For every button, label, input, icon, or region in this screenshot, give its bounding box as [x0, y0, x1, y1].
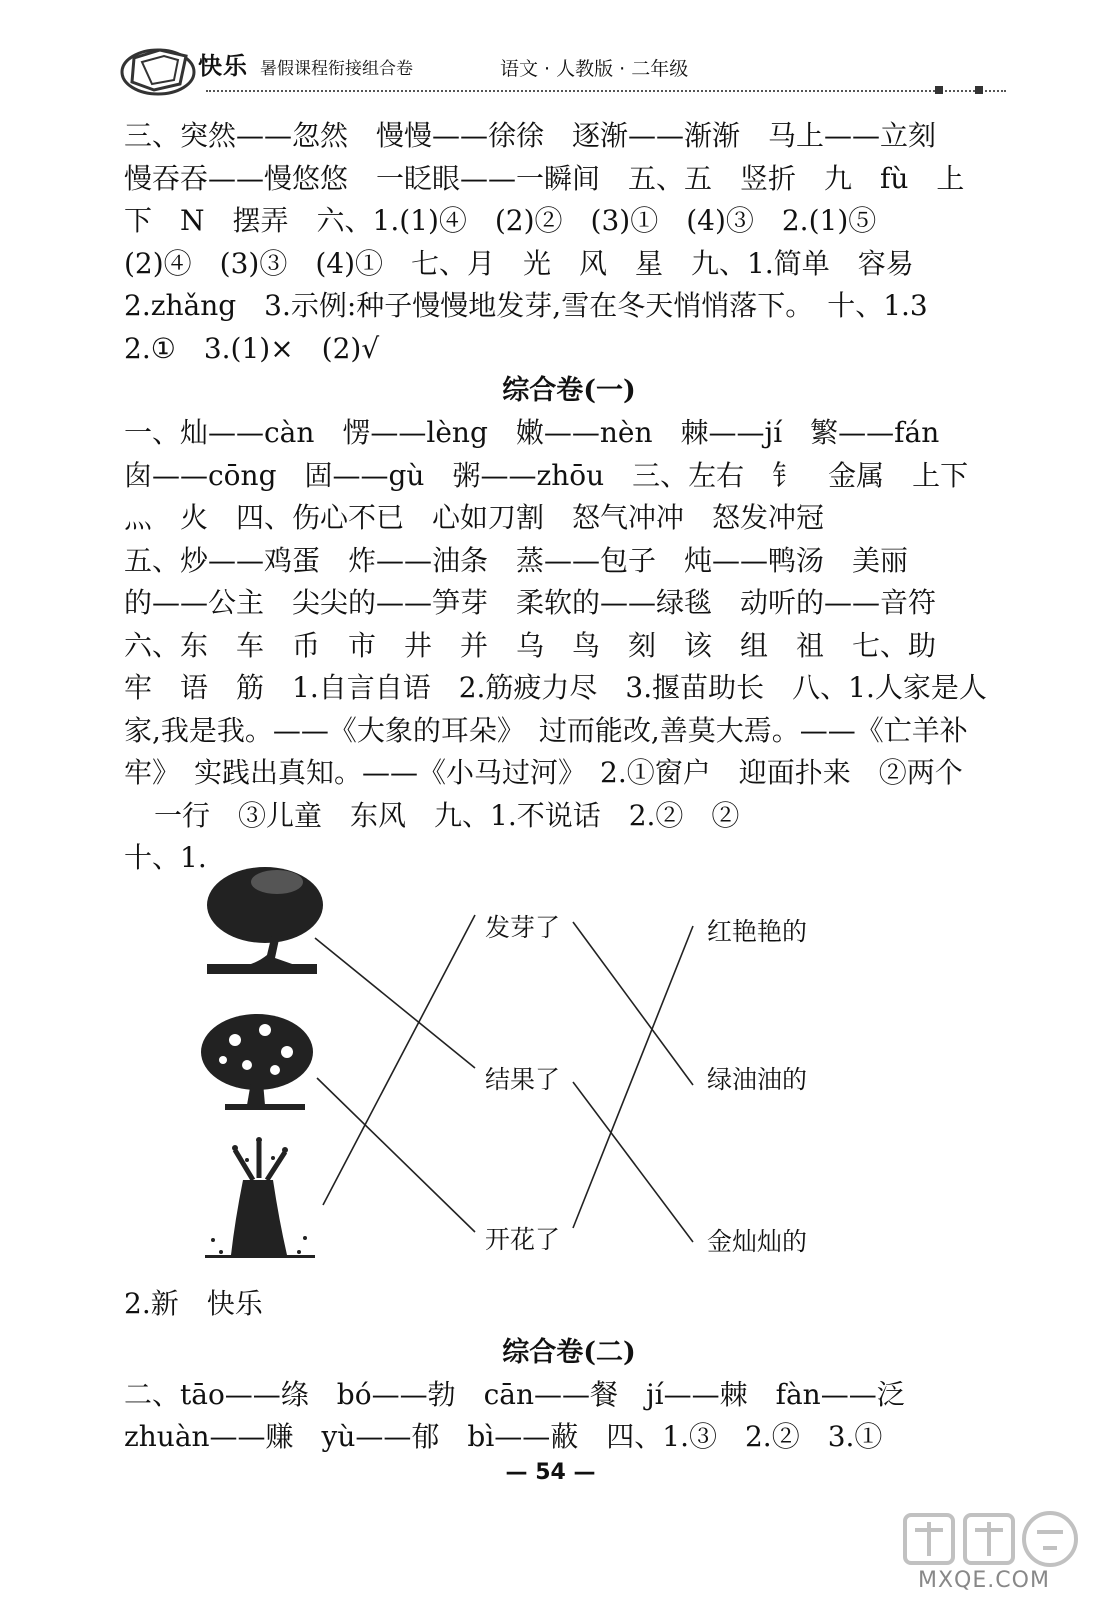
answer-line: 三、突然——忽然 慢慢——徐徐 逐渐——渐渐 马上——立刻 [124, 119, 937, 152]
header-divider [206, 90, 1006, 92]
match-line [573, 922, 693, 1085]
answer-line: 2.zhǎng 3.示例:种子慢慢地发芽,雪在冬天悄悄落下。 十、1.3 [124, 289, 928, 322]
tree-icon [207, 867, 323, 974]
header-square [975, 86, 983, 94]
answer-line: 2.① 3.(1)× (2)√ [124, 331, 380, 365]
answer-line: 牢》 实践出真知。——《小马过河》 2.①窗户 迎面扑来 ②两个 [124, 756, 963, 789]
watermark-site: MXQE.COM [918, 1568, 1050, 1593]
answer-line: 五、炒——鸡蛋 炸——油条 蒸——包子 炖——鸭汤 美丽 [124, 543, 909, 577]
matching-diagram [195, 860, 835, 1280]
page-header [120, 40, 1000, 100]
answer-line: 的——公主 尖尖的——笋芽 柔软的——绿毯 动听的——音符 [124, 586, 937, 619]
match-middle-item: 发芽了 [485, 913, 561, 942]
answer-line: 二、tāo——绦 bó——勃 cān——餐 jí——棘 fàn——泛 [124, 1377, 905, 1411]
answer-line: 一、灿——càn 愣——lèng 嫩——nèn 棘——jí 繁——fán [124, 416, 940, 449]
match-right-item: 红艳艳的 [707, 917, 808, 946]
answer-line: 十、1. [124, 841, 207, 874]
answer-line: 六、东 车 币 市 井 并 乌 鸟 刻 该 组 祖 七、助 [124, 628, 937, 662]
answer-line: 囱——cōng 固——gù 粥——zhōu 三、左右 钅 金属 上下 [124, 458, 969, 492]
match-middle-item: 开花了 [485, 1225, 561, 1254]
answer-line: 家,我是我。——《大象的耳朵》 过而能改,善莫大焉。——《亡羊补 [124, 713, 968, 747]
answer-line: 牢 语 筋 1.自言自语 2.筋疲力尽 3.揠苗助长 八、1.人家是人 [124, 671, 987, 704]
header-square [935, 86, 943, 94]
answer-line: 一行 ③儿童 东风 九、1.不说话 2.② ② [154, 798, 740, 832]
answer-line: 灬 火 四、伤心不已 心如刀割 怒气冲冲 怒发冲冠 [124, 501, 825, 534]
section-title: 综合卷(一) [502, 375, 636, 406]
book-logo-icon [120, 40, 200, 98]
match-right-item: 金灿灿的 [707, 1227, 808, 1256]
bare-tree-icon [205, 1137, 315, 1258]
answer-line: (2)④ (3)③ (4)① 七、月 光 风 星 九、1.简单 容易 [124, 246, 914, 280]
answer-line: zhuàn——赚 yù——郁 bì——蔽 四、1.③ 2.② 3.① [124, 1420, 883, 1453]
match-line [573, 926, 693, 1228]
series-name: 暑假课程衔接组合卷 [260, 59, 413, 79]
subject-info: 语文 · 人教版 · 二年级 [500, 58, 689, 80]
section-title: 综合卷(二) [502, 1336, 636, 1368]
answer-line: 下 N 摆弄 六、1.(1)④ (2)② (3)① (4)③ 2.(1)⑤ [124, 204, 877, 237]
match-middle-item: 结果了 [485, 1065, 561, 1094]
brand-name: 快乐 [198, 52, 248, 80]
section-two [124, 1283, 1014, 1459]
match-line [573, 1082, 693, 1242]
match-line [323, 915, 475, 1205]
match-right-item: 绿油油的 [707, 1065, 808, 1094]
match-line [315, 938, 475, 1068]
match-line [317, 1078, 475, 1232]
page-number: — 54 — [505, 1460, 596, 1485]
answer-line: 2.新 快乐 [124, 1287, 263, 1320]
answer-line: 慢吞吞——慢悠悠 一眨眼——一瞬间 五、五 竖折 九 fù 上 [124, 161, 965, 195]
answer-text [124, 115, 1014, 880]
flowering-tree-icon [201, 1014, 313, 1110]
